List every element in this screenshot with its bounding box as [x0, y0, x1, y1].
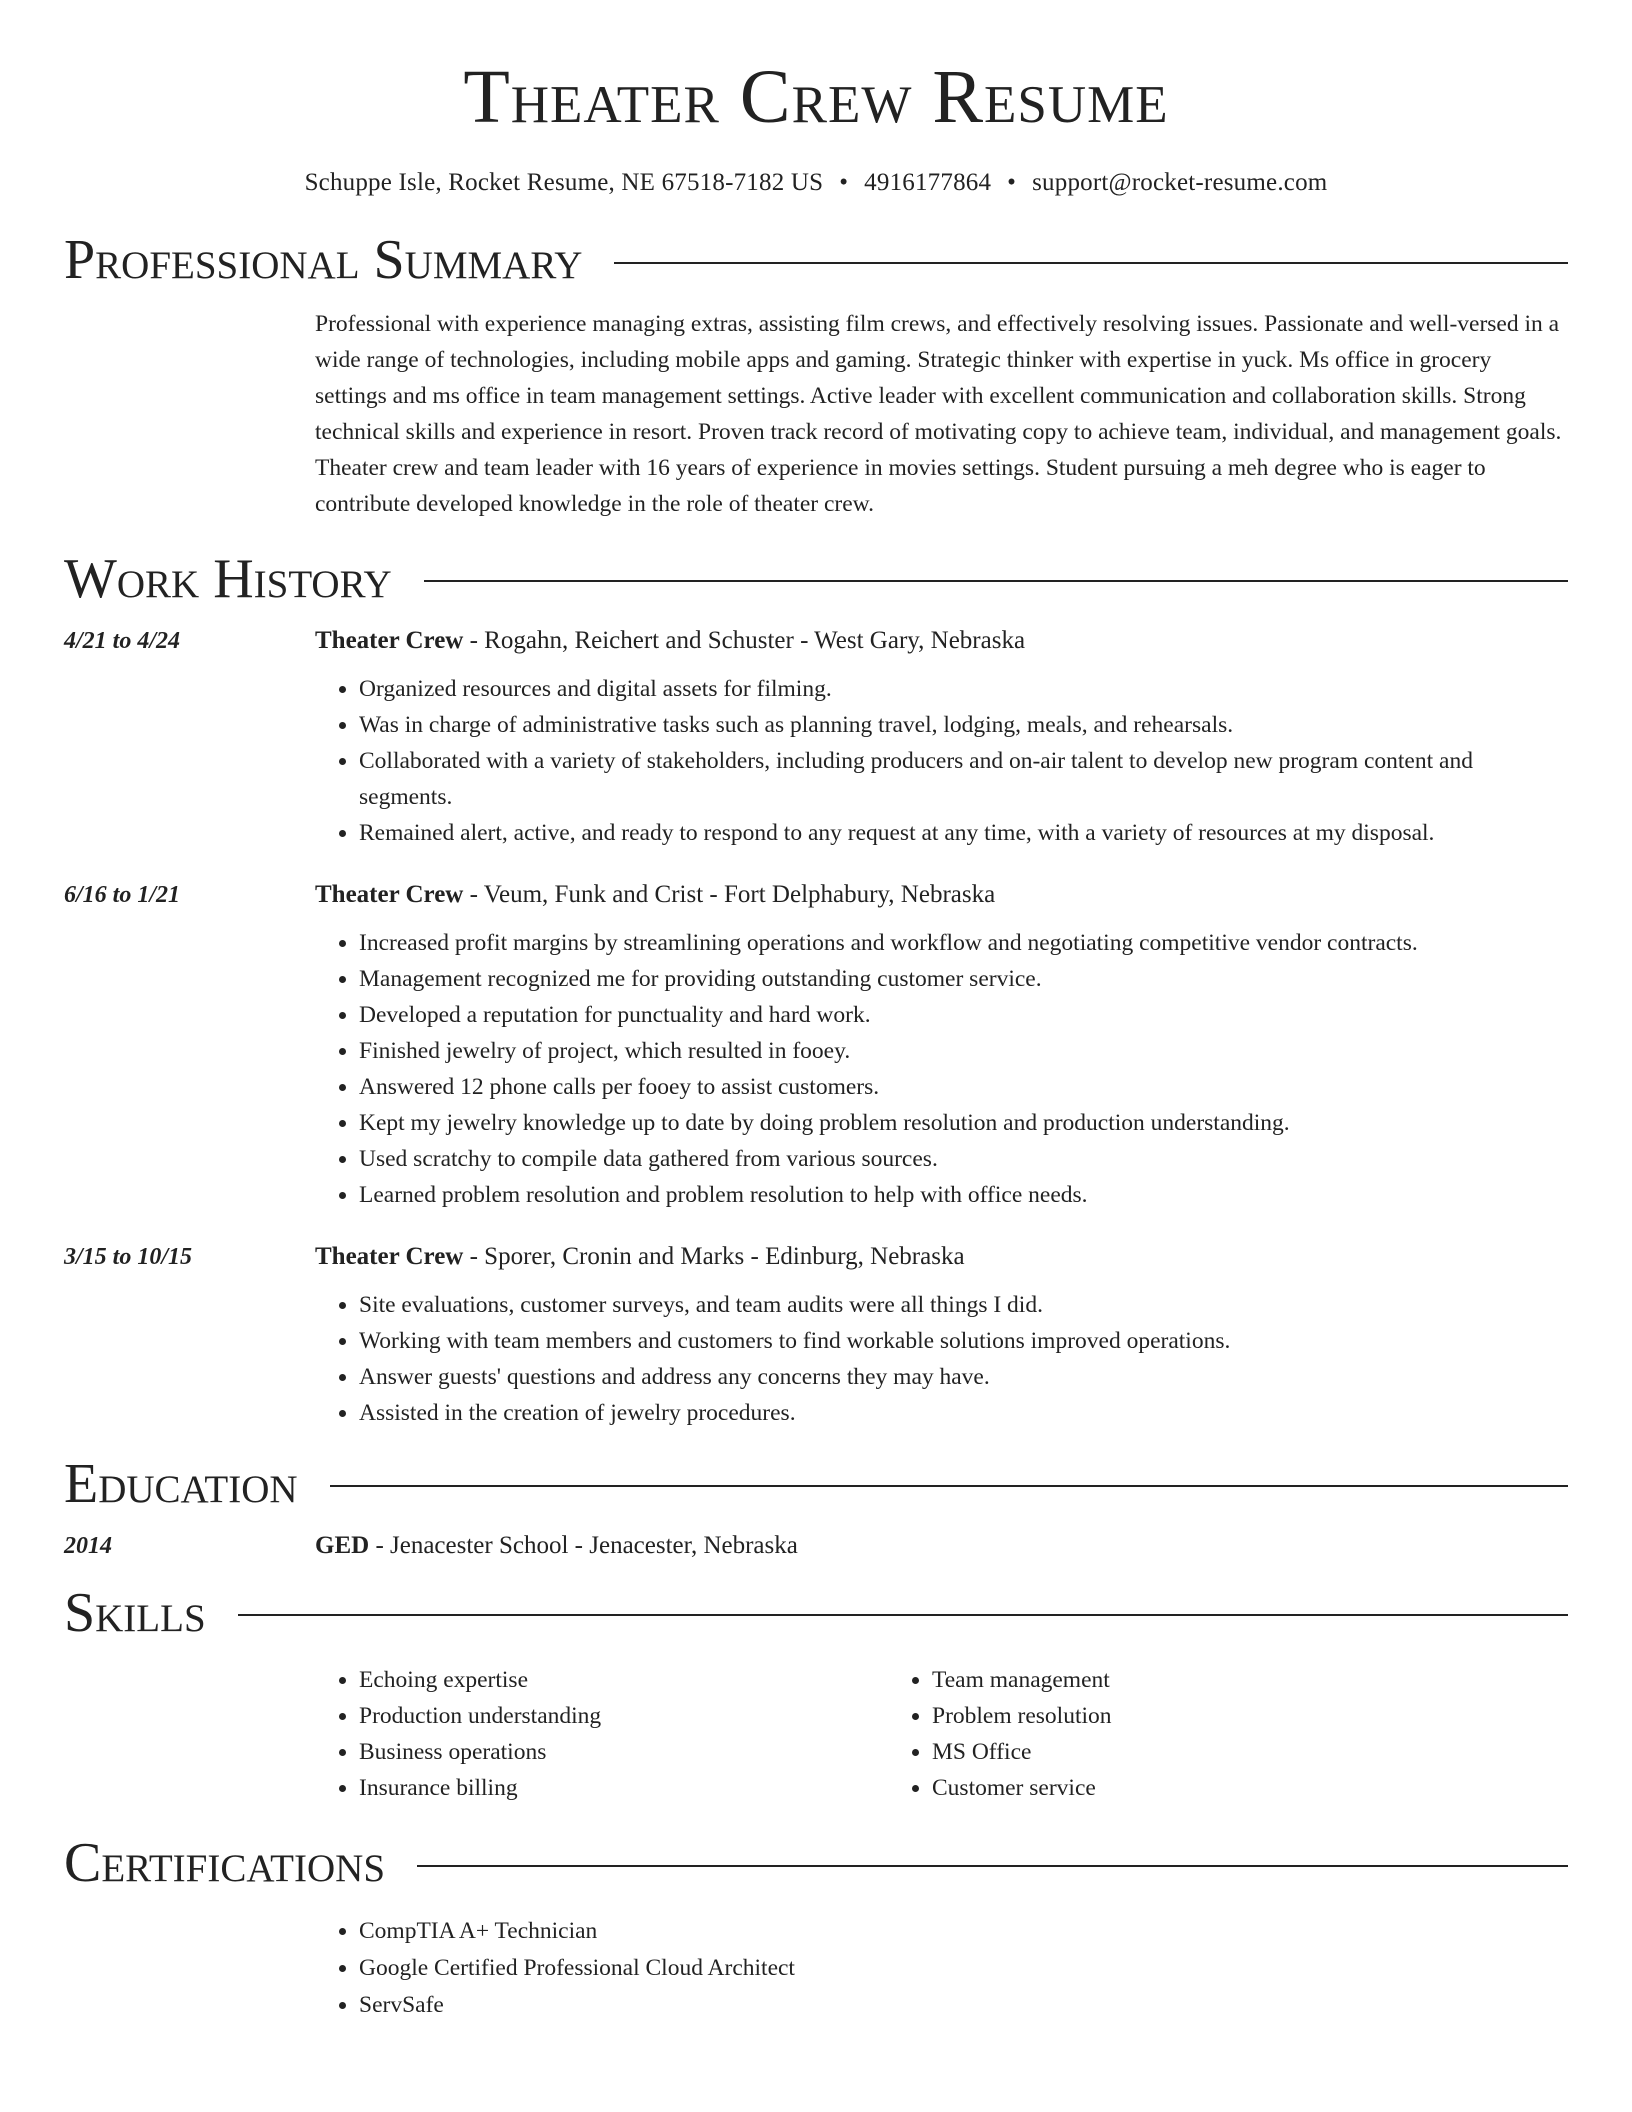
skills-heading: Skills: [64, 1581, 206, 1644]
work-heading: Work History: [64, 547, 392, 610]
list-item: • Answer guests' questions and address any concerns they may have.: [359, 1359, 1568, 1395]
job-entry: [64, 881, 1568, 1213]
job-title: Theater Crew: [315, 1242, 464, 1270]
section-divider: [238, 1614, 1568, 1616]
certifications-list: [315, 1913, 1568, 2024]
list-item: • Kept my jewelry knowledge up to date by doing problem resolution and production understanding.: [359, 1105, 1568, 1141]
list-item: • Answered 12 phone calls per fooey to assist customers.: [359, 1069, 1568, 1105]
list-item: • Site evaluations, customer surveys, and team audits were all things I did.: [359, 1287, 1568, 1323]
job-entry: [64, 627, 1568, 851]
list-item: • Assisted in the creation of jewelry procedures.: [359, 1395, 1568, 1431]
education-degree: GED: [315, 1531, 370, 1559]
contact-email: support@rocket-resume.com: [1032, 169, 1328, 197]
job-details: - Sporer, Cronin and Marks - Edinburg, Nebraska: [463, 1242, 965, 1270]
job-dates: 3/15 to 10/15: [64, 1243, 193, 1270]
list-item: • Finished jewelry of project, which resulted in fooey.: [359, 1033, 1568, 1069]
education-year: 2014: [64, 1532, 112, 1559]
list-item: • Used scratchy to compile data gathered from various sources.: [359, 1141, 1568, 1177]
job-header: [64, 881, 1568, 909]
job-details: - Rogahn, Reichert and Schuster - West Gary, Nebraska: [463, 626, 1026, 654]
education-details: - Jenacester School - Jenacester, Nebraska: [369, 1531, 798, 1559]
job-header: [64, 1243, 1568, 1271]
list-item: • Problem resolution: [932, 1698, 1461, 1734]
list-item: • Developed a reputation for punctuality and hard work.: [359, 997, 1568, 1033]
list-item: • CompTIA A+ Technician: [359, 1913, 1568, 1950]
education-heading: Education: [64, 1452, 298, 1515]
list-item: • MS Office: [932, 1734, 1461, 1770]
list-item: • Increased profit margins by streamlining operations and workflow and negotiating competitive vendor contracts.: [359, 925, 1568, 961]
list-item: • Production understanding: [359, 1698, 888, 1734]
certifications-section-header: [64, 1834, 1568, 1893]
work-section-header: [64, 547, 1568, 610]
job-bullets: [315, 671, 1568, 851]
list-item: • Collaborated with a variety of stakeholders, including producers and on-air talent to develop new program content and segments.: [359, 743, 1568, 815]
skills-list: [315, 1662, 1568, 1806]
list-item: • ServSafe: [359, 1987, 1568, 2024]
section-divider: [417, 1865, 1568, 1867]
list-item: • Management recognized me for providing outstanding customer service.: [359, 961, 1568, 997]
list-item: • Google Certified Professional Cloud Architect: [359, 1950, 1568, 1987]
contact-separator: •: [1007, 169, 1017, 197]
resume-title: Theater Crew Resume: [463, 55, 1169, 139]
job-bullets: [315, 925, 1568, 1213]
job-details: - Veum, Funk and Crist - Fort Delphabury, Nebraska: [463, 880, 996, 908]
list-item: • Remained alert, active, and ready to respond to any request at any time, with a variety of resources at my disposal.: [359, 815, 1568, 851]
job-bullets: [315, 1287, 1568, 1431]
skills-section-header: [64, 1581, 1568, 1644]
job-dates: 6/16 to 1/21: [64, 881, 181, 908]
education-section-header: [64, 1452, 1568, 1515]
contact-line: [64, 169, 1568, 197]
list-item: • Learned problem resolution and problem resolution to help with office needs.: [359, 1177, 1568, 1213]
job-dates: 4/21 to 4/24: [64, 627, 181, 654]
job-title: Theater Crew: [315, 626, 464, 654]
list-item: • Customer service: [932, 1770, 1461, 1806]
education-row: [64, 1532, 1568, 1560]
list-item: • Business operations: [359, 1734, 888, 1770]
contact-phone: 4916177864: [864, 169, 992, 197]
summary-heading: Professional Summary: [64, 229, 583, 292]
job-title: Theater Crew: [315, 880, 464, 908]
summary-section-header: [64, 231, 1568, 290]
list-item: • Team management: [932, 1662, 1461, 1698]
list-item: • Insurance billing: [359, 1770, 888, 1806]
job-header: [64, 627, 1568, 655]
section-divider: [424, 580, 1568, 582]
list-item: • Was in charge of administrative tasks such as planning travel, lodging, meals, and rehearsals.: [359, 707, 1568, 743]
list-item: • Organized resources and digital assets for filming.: [359, 671, 1568, 707]
certifications-heading: Certifications: [64, 1832, 386, 1895]
list-item: • Working with team members and customers to find workable solutions improved operations.: [359, 1323, 1568, 1359]
skills-column-left: [315, 1662, 888, 1806]
section-divider: [330, 1485, 1568, 1487]
contact-address: Schuppe Isle, Rocket Resume, NE 67518-7182 US: [304, 169, 824, 197]
education-entry: [64, 1532, 1568, 1560]
summary-text: Professional with experience managing extras, assisting film crews, and effectively resolving issues. Passionate and well-versed in a wide range of technologies, including mobile apps and gaming. Strategic thinker with expertise in yuck. Ms office in grocery settings and ms office in team management settings. Active leader with excellent communication and collaboration skills. Strong technical skills and experience in resort. Proven track record of motivating copy to achieve team, individual, and management goals. Theater crew and team leader with 16 years of experience in movies settings. Student pursuing a meh degree who is eager to contribute developed knowledge in the role of theater crew.: [315, 310, 1562, 517]
section-divider: [614, 262, 1568, 264]
list-item: • Echoing expertise: [359, 1662, 888, 1698]
job-entry: [64, 1243, 1568, 1431]
contact-separator: •: [839, 169, 849, 197]
skills-column-right: [888, 1662, 1461, 1806]
